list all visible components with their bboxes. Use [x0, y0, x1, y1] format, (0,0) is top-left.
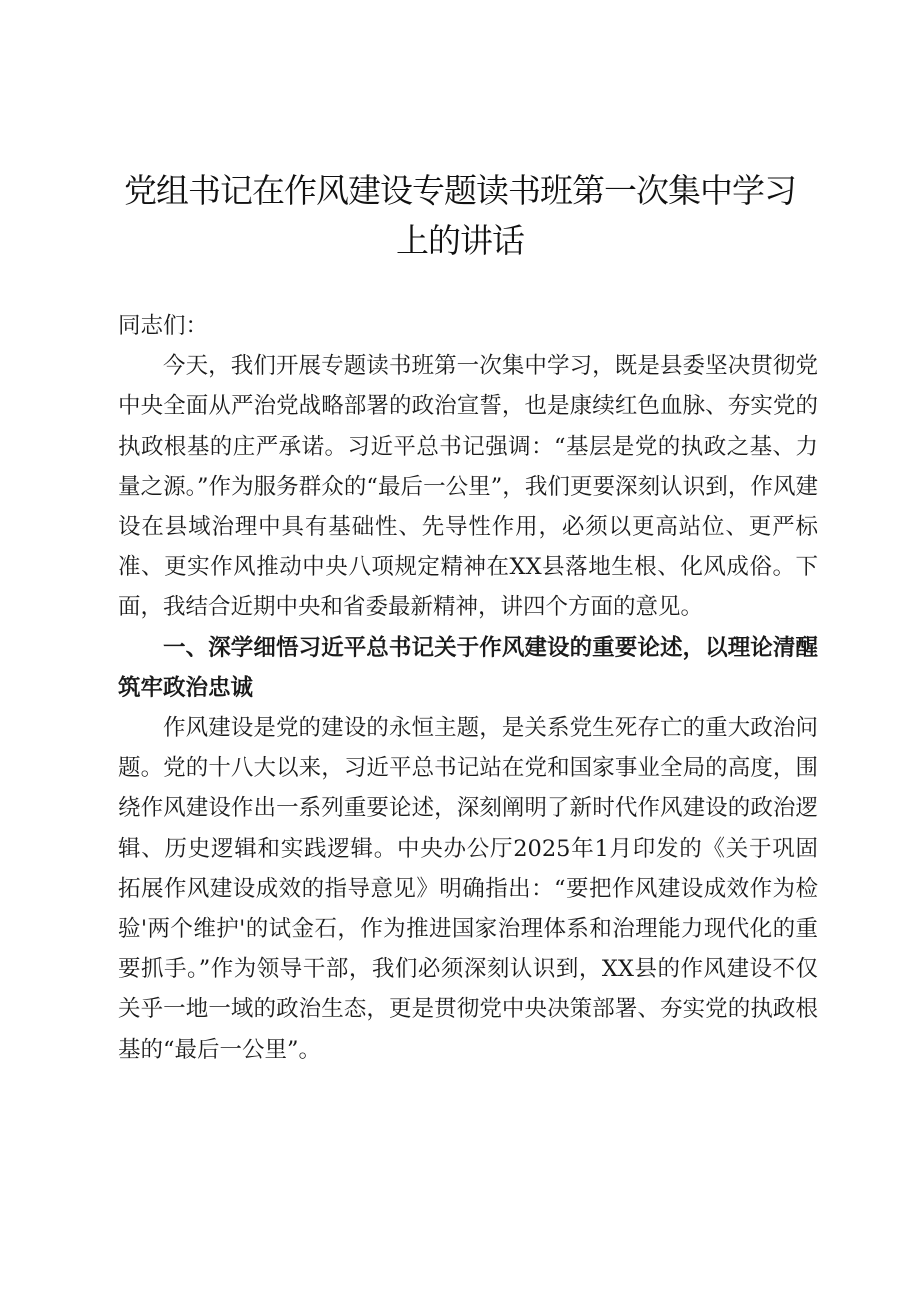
document-body: [118, 306, 818, 1070]
body-paragraph: 今天，我们开展专题读书班第一次集中学习，既是县委坚决贯彻党中央全面从严治党战略部署的政治宣誓，也是康续红色血脉、夯实党的执政根基的庄严承诺。习近平总书记强调：“基层是党的执政之基、力量之源。”作为服务群众的“最后一公里”，我们更要深刻认识到，作风建设在县域治理中具有基础性、先导性作用，必须以更高站位、更严标准、更实作风推动中央八项规定精神在XX县落地生根、化风成俗。下面，我结合近期中央和省委最新精神，讲四个方面的意见。: [118, 353, 818, 621]
section-heading: 一、深学细悟习近平总书记关于作风建设的重要论述，以理论清醒筑牢政治忠诚: [118, 634, 818, 701]
document-title: 党组书记在作风建设专题读书班第一次集中学习上的讲话: [124, 171, 796, 260]
salutation: 同志们：: [118, 313, 209, 339]
body-paragraph: 作风建设是党的建设的永恒主题，是关系党生死存亡的重大政治问题。党的十八大以来，习近平总书记站在党和国家事业全局的高度，围绕作风建设作出一系列重要论述，深刻阐明了新时代作风建设的政治逻辑、历史逻辑和实践逻辑。中央办公厅2025年1月印发的《关于巩固拓展作风建设成效的指导意见》明确指出：“要把作风建设成效作为检验'两个维护'的试金石，作为推进国家治理体系和治理能力现代化的重要抓手。”作为领导干部，我们必须深刻认识到，XX县的作风建设不仅关乎一地一域的政治生态，更是贯彻党中央决策部署、夯实党的执政根基的“最后一公里”。: [118, 715, 818, 1063]
